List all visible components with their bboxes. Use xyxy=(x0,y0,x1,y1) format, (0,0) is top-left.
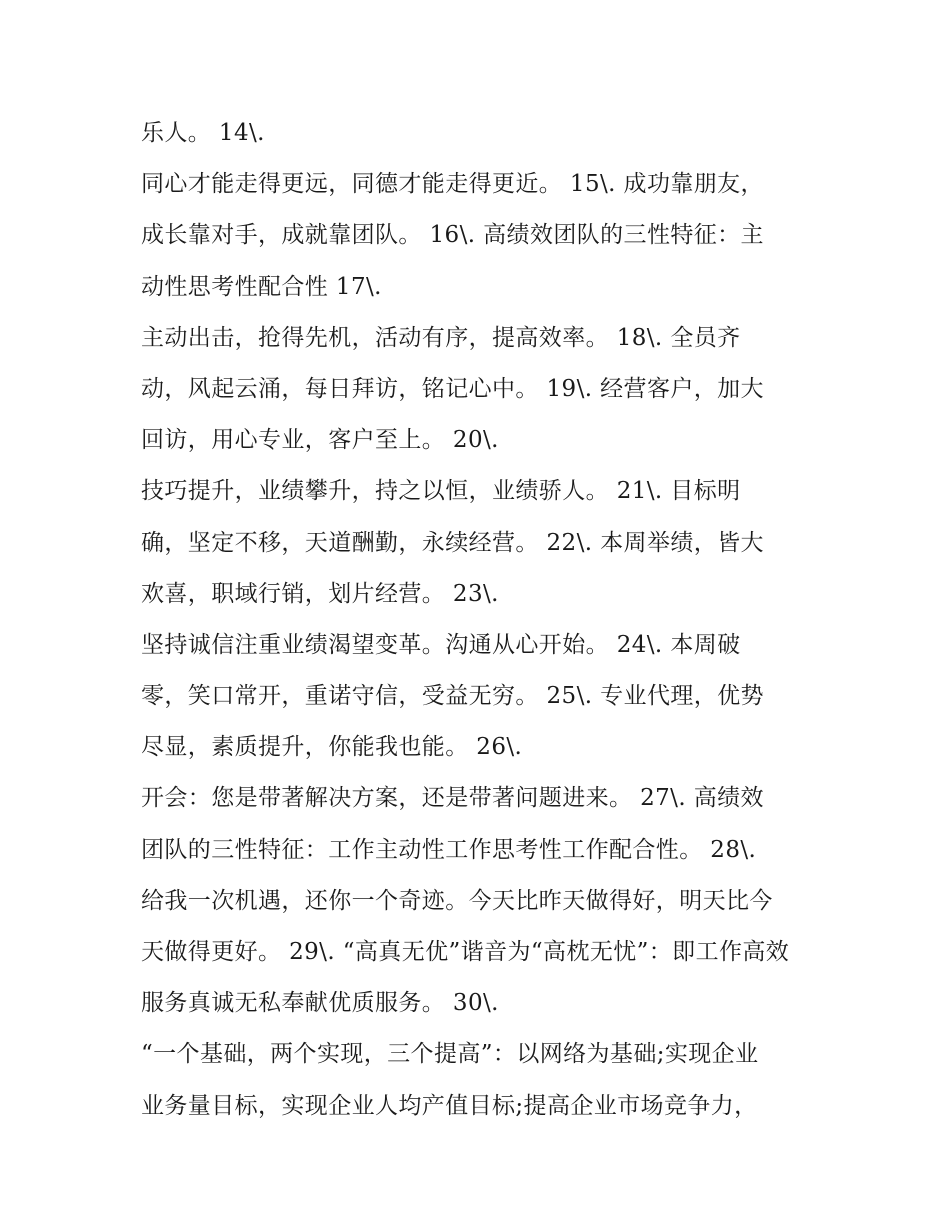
text-line: 动性思考性配合性 17\. xyxy=(141,273,382,300)
body-text xyxy=(141,108,831,1132)
text-line: 天做得更好。 29\. “高真无优”谐音为“高枕无忧”：即工作高效 xyxy=(141,939,790,965)
text-line: 成长靠对手，成就靠团队。 16\. 高绩效团队的三性特征：主 xyxy=(141,222,764,249)
text-line: 动，风起云涌，每日拜访，铭记心中。 19\. 经营客户，加大 xyxy=(141,375,764,402)
text-line: 给我一次机遇，还你一个奇迹。今天比昨天做得好，明天比今 xyxy=(141,887,773,914)
text-line: 坚持诚信注重业绩渴望变革。沟通从心开始。 24\. 本周破 xyxy=(141,631,741,658)
text-line: 同心才能走得更远，同德才能走得更近。 15\. 成功靠朋友， xyxy=(141,171,764,198)
text-line: 开会：您是带著解决方案，还是带著问题进来。 27\. 高绩效 xyxy=(141,785,764,812)
text-line: 主动出击，抢得先机，活动有序，提高效率。 18\. 全员齐 xyxy=(141,324,741,351)
text-line: 确，坚定不移，天道酬勤，永续经营。 22\. 本周举绩，皆大 xyxy=(141,529,764,556)
text-line: 尽显，素质提升，你能我也能。 26\. xyxy=(141,734,523,761)
text-line: “一个基础，两个实现，三个提高”：以网络为基础;实现企业 xyxy=(141,1041,759,1068)
text-line: 乐人。 14\. xyxy=(141,120,265,146)
text-line: 零，笑口常开，重诺守信，受益无穷。 25\. 专业代理，优势 xyxy=(141,683,764,710)
text-line: 回访，用心专业，客户至上。 20\. xyxy=(141,427,499,454)
text-line: 业务量目标，实现企业人均产值目标;提高企业市场竞争力， xyxy=(141,1092,758,1119)
text-line: 技巧提升，业绩攀升，持之以恒，业绩骄人。 21\. 目标明 xyxy=(141,478,741,505)
text-line: 欢喜，职域行销，划片经营。 23\. xyxy=(141,580,499,607)
text-line: 服务真诚无私奉献优质服务。 30\. xyxy=(141,990,499,1017)
text-line: 团队的三性特征：工作主动性工作思考性工作配合性。 28\. xyxy=(141,836,757,863)
